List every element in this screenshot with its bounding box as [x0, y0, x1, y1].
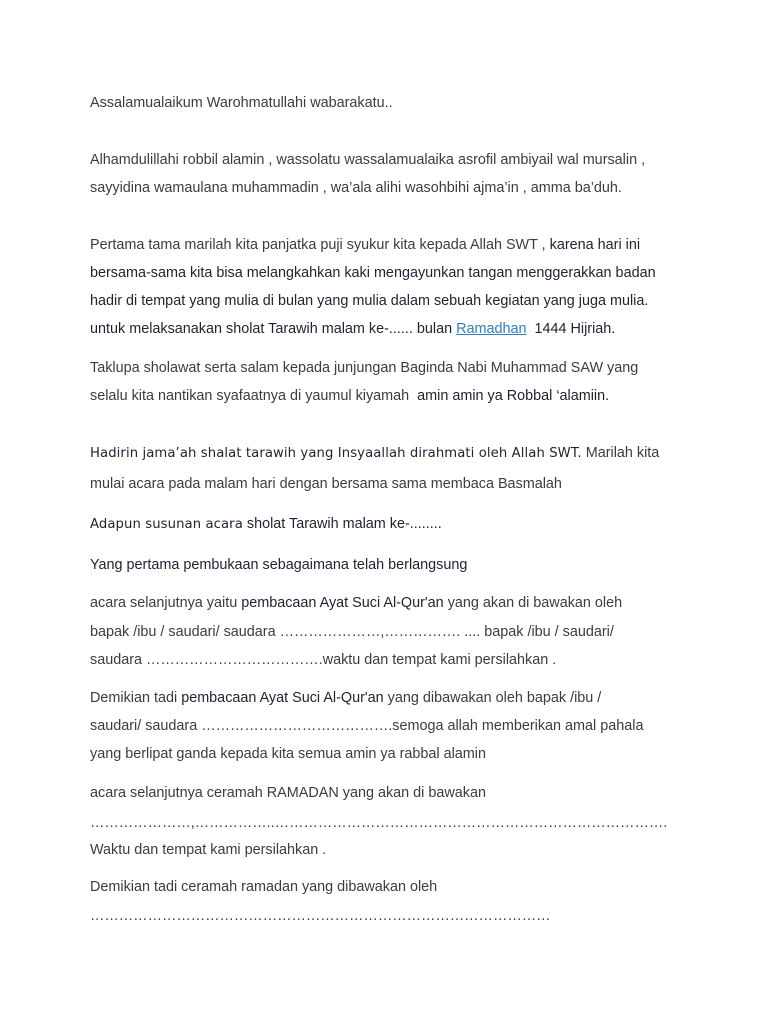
quran-item-line-3: saudara ……………………………….waktu dan tempat kami persilahkan .	[90, 652, 557, 668]
paragraph-1-line-3: hadir di tempat yang mulia di bulan yang mulia dalam sebuah kegiatan yang juga mulia.	[90, 293, 649, 309]
opening-item-line: Yang pertama pembukaan sebagaimana telah berlangsung	[90, 557, 468, 573]
text-span-dark: karena hari ini	[549, 237, 641, 253]
paragraph-1-line-4	[90, 320, 615, 338]
ceramah-item-line-3: Waktu dan tempat kami persilahkan .	[90, 842, 327, 858]
ramadhan-link[interactable]: Ramadhan	[456, 321, 527, 337]
paragraph-2-line-2	[90, 387, 609, 405]
text-span: acara selanjutnya yaitu	[90, 595, 238, 611]
opening-line-2: sayyidina wamaulana muhammadin , wa’ala alihi wasohbihi ajma’in , amma ba’duh.	[90, 180, 622, 196]
text-span: 1444 Hijriah.	[534, 321, 616, 337]
ceramah-closing-line-1: Demikian tadi ceramah ramadan yang dibawakan oleh	[90, 879, 438, 895]
text-span-dark: amin amin ya Robbal ‘alamiin.	[417, 388, 610, 404]
text-span: yang dibawakan oleh bapak /ibu /	[387, 690, 602, 706]
ceramah-item-line-2: …………………,……………..……………………………………………………………………….	[90, 815, 668, 831]
paragraph-3-line-1	[90, 444, 659, 463]
greeting-line: Assalamualaikum Warohmatullahi wabarakatu..	[90, 95, 393, 111]
text-span-rounded: Adapun susunan acara	[90, 517, 243, 532]
text-span: Marilah kita	[585, 445, 660, 461]
schedule-intro-line	[90, 515, 442, 534]
text-span: yang akan di bawakan oleh	[447, 595, 623, 611]
text-span-dark: pembacaan Ayat Suci Al-Qur'an	[241, 595, 444, 611]
text-span-dark: pembacaan Ayat Suci Al-Qur'an	[181, 690, 384, 706]
opening-line-1: Alhamdulillahi robbil alamin , wassolatu wassalamualaika asrofil ambiyail wal mursalin ,	[90, 152, 646, 168]
text-span: Pertama tama marilah kita panjatka puji syukur kita kepada Allah SWT ,	[90, 237, 546, 253]
quran-item-line-2: bapak /ibu / saudari/ saudara …………………,……………. .... bapak /ibu / saudari/	[90, 624, 614, 640]
ceramah-closing-line-2: ……………………………………………………………………………………	[90, 908, 551, 924]
text-span: selalu kita nantikan syafaatnya di yaumul kiyamah	[90, 388, 410, 404]
ceramah-item-line-1: acara selanjutnya ceramah RAMADAN yang akan di bawakan	[90, 785, 486, 801]
text-span-rounded: Hadirin jama’ah shalat tarawih yang Insyaallah dirahmati oleh Allah SWT.	[90, 446, 582, 461]
paragraph-1-line-2: bersama-sama kita bisa melangkahkan kaki mengayunkan tangan menggerakkan badan	[90, 265, 656, 281]
quran-item-line-1	[90, 594, 622, 612]
quran-closing-line-3: yang berlipat ganda kepada kita semua amin ya rabbal alamin	[90, 746, 486, 762]
quran-closing-line-1	[90, 689, 601, 707]
text-span: Demikian tadi	[90, 690, 178, 706]
text-span: sholat Tarawih malam ke-........	[246, 516, 442, 532]
text-span: untuk melaksanakan sholat Tarawih malam ke-...... bulan	[90, 321, 453, 337]
paragraph-3-line-2: mulai acara pada malam hari dengan bersama sama membaca Basmalah	[90, 476, 562, 492]
paragraph-2-line-1: Taklupa sholawat serta salam kepada junjungan Baginda Nabi Muhammad SAW yang	[90, 360, 639, 376]
paragraph-1-line-1	[90, 236, 640, 254]
quran-closing-line-2: saudari/ saudara ………………………………….semoga allah memberikan amal pahala	[90, 718, 644, 734]
